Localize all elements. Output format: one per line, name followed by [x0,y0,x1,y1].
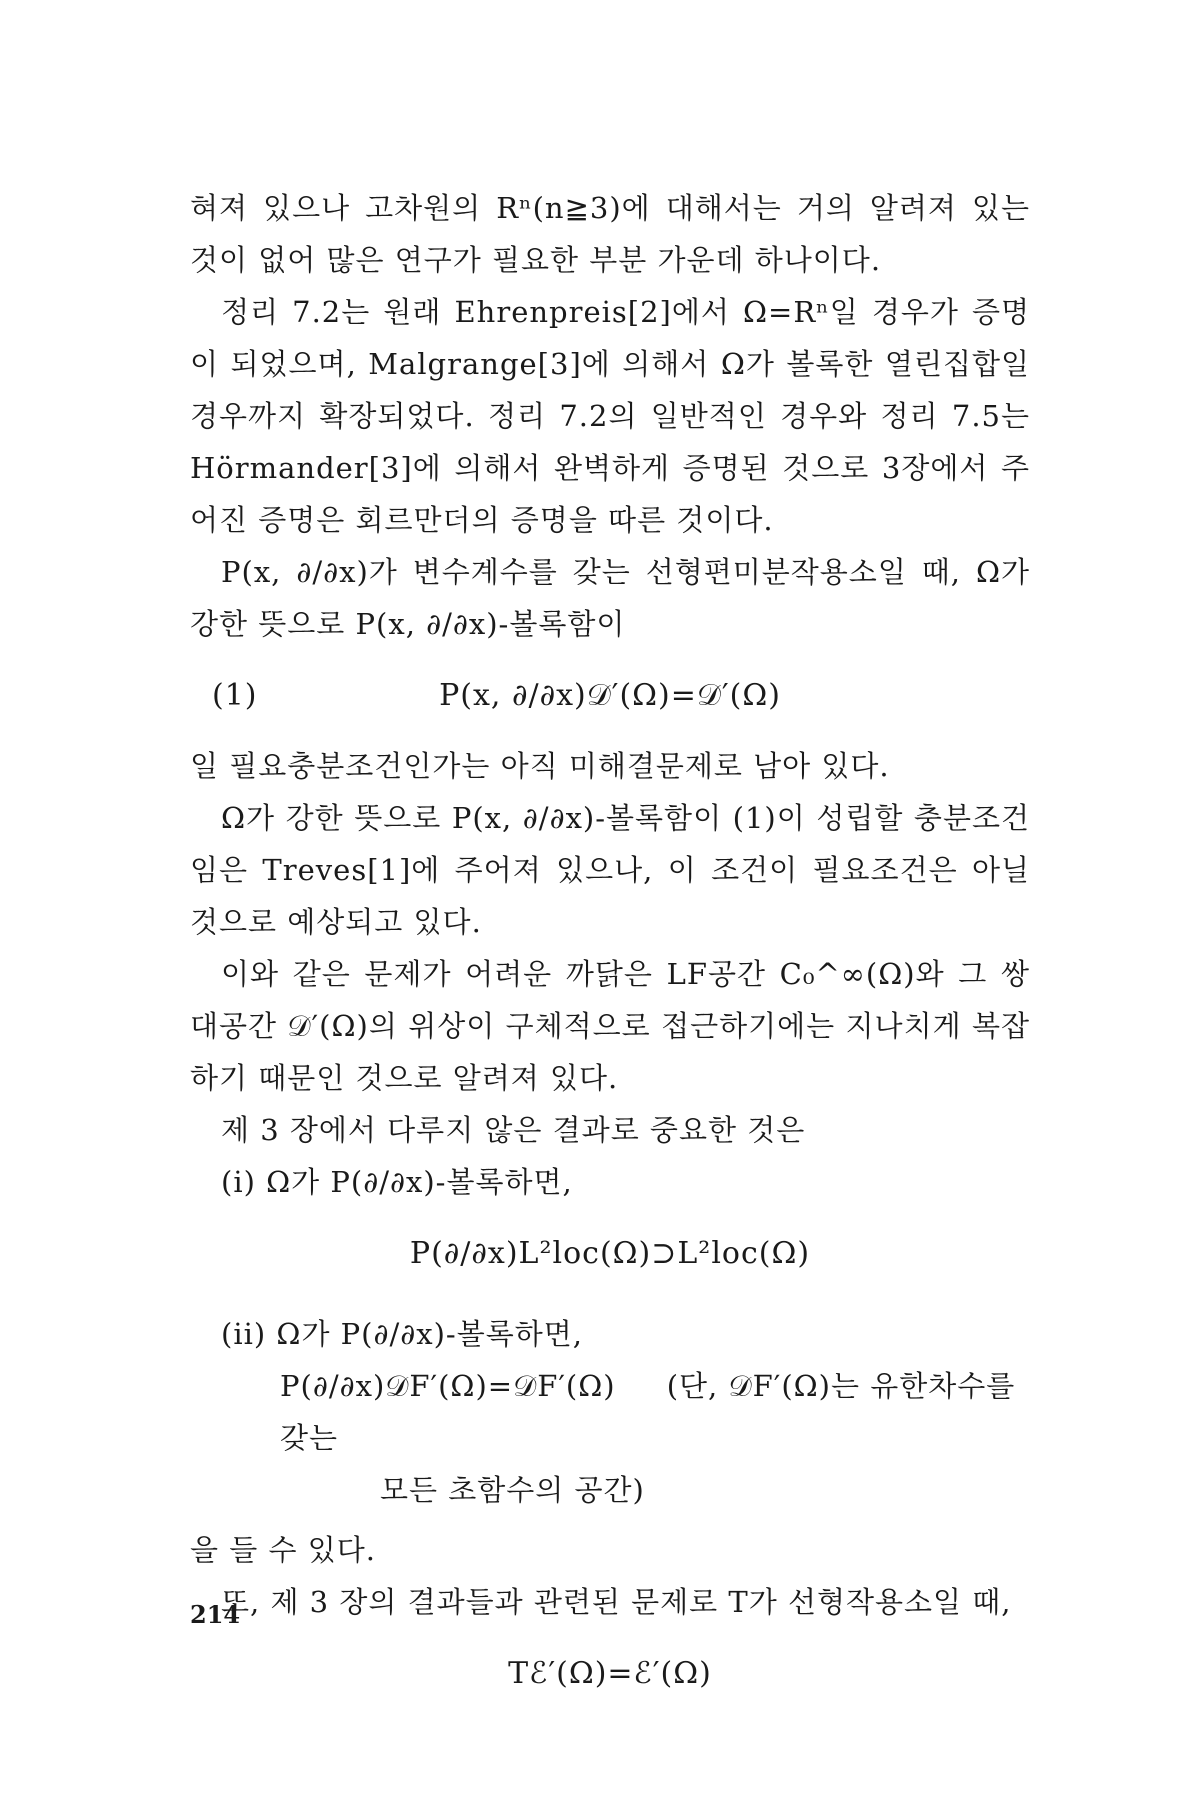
item-ii-block [280,1360,1030,1516]
item-ii-expression: P(∂/∂x)𝒟F′(Ω)=𝒟F′(Ω) [280,1369,616,1403]
paragraph-8: 을 들 수 있다. [190,1533,376,1567]
body-text [190,182,1030,1718]
final-equation [190,1628,1030,1718]
paragraph-2: 정리 7.2는 원래 Ehrenpreis[2]에서 Ω=Rⁿ일 경우가 증명이 되었으며, Malgrange[3]에 의해서 Ω가 볼록한 열린집합일 경우까지 확장되었다. 정리 7.2의 일반적인 경우와 정리 7.5는 Hörmander[3]에 의해서 완벽하게 증명된 것으로 3장에서 주어진 증명은 회르만더의 증명을 따른 것이다. [190,295,1030,537]
item-ii-note-2: 모든 초함수의 공간) [380,1473,645,1507]
item-i-equation [190,1208,1030,1308]
equation-1 [190,650,1030,740]
paragraph-4: 일 필요충분조건인가는 아직 미해결문제로 남아 있다. [190,749,890,783]
item-ii-line [280,1360,1030,1464]
item-ii-note-1: (단, 𝒟F′(Ω)는 유한차수를 갖는 [280,1369,1016,1455]
paragraph-3: P(x, ∂/∂x)가 변수계수를 갖는 선형편미분작용소일 때, Ω가 강한 뜻으로 P(x, ∂/∂x)-볼록함이 [190,555,1030,641]
paragraph-9: 또, 제 3 장의 결과들과 관련된 문제로 T가 선형작용소일 때, [221,1585,1012,1619]
paragraph-5: Ω가 강한 뜻으로 P(x, ∂/∂x)-볼록함이 (1)이 성립할 충분조건임은 Treves[1]에 주어져 있으나, 이 조건이 필요조건은 아닐 것으로 예상되고 있다. [190,801,1030,939]
page-number: 214 [190,1600,241,1629]
equation-1-number: (1) [212,678,258,713]
item-i-expression: P(∂/∂x)L²loc(Ω)⊃L²loc(Ω) [409,1236,811,1271]
equation-1-expression: P(x, ∂/∂x)𝒟′(Ω)=𝒟′(Ω) [439,678,781,713]
item-ii-label: (ii) Ω가 P(∂/∂x)-볼록하면, [221,1317,584,1351]
item-i-label: (i) Ω가 P(∂/∂x)-볼록하면, [221,1165,573,1199]
paragraph-7: 제 3 장에서 다루지 않은 결과로 중요한 것은 [221,1113,806,1147]
paragraph-1: 혀져 있으나 고차원의 Rⁿ(n≧3)에 대해서는 거의 알려져 있는 것이 없어 많은 연구가 필요한 부분 가운데 하나이다. [190,191,1030,277]
paragraph-6: 이와 같은 문제가 어려운 까닭은 LF공간 C₀^∞(Ω)와 그 쌍대공간 𝒟′(Ω)의 위상이 구체적으로 접근하기에는 지나치게 복잡하기 때문인 것으로 알려져 있다. [190,957,1030,1095]
final-equation-expression: Tℰ′(Ω)=ℰ′(Ω) [508,1656,712,1691]
